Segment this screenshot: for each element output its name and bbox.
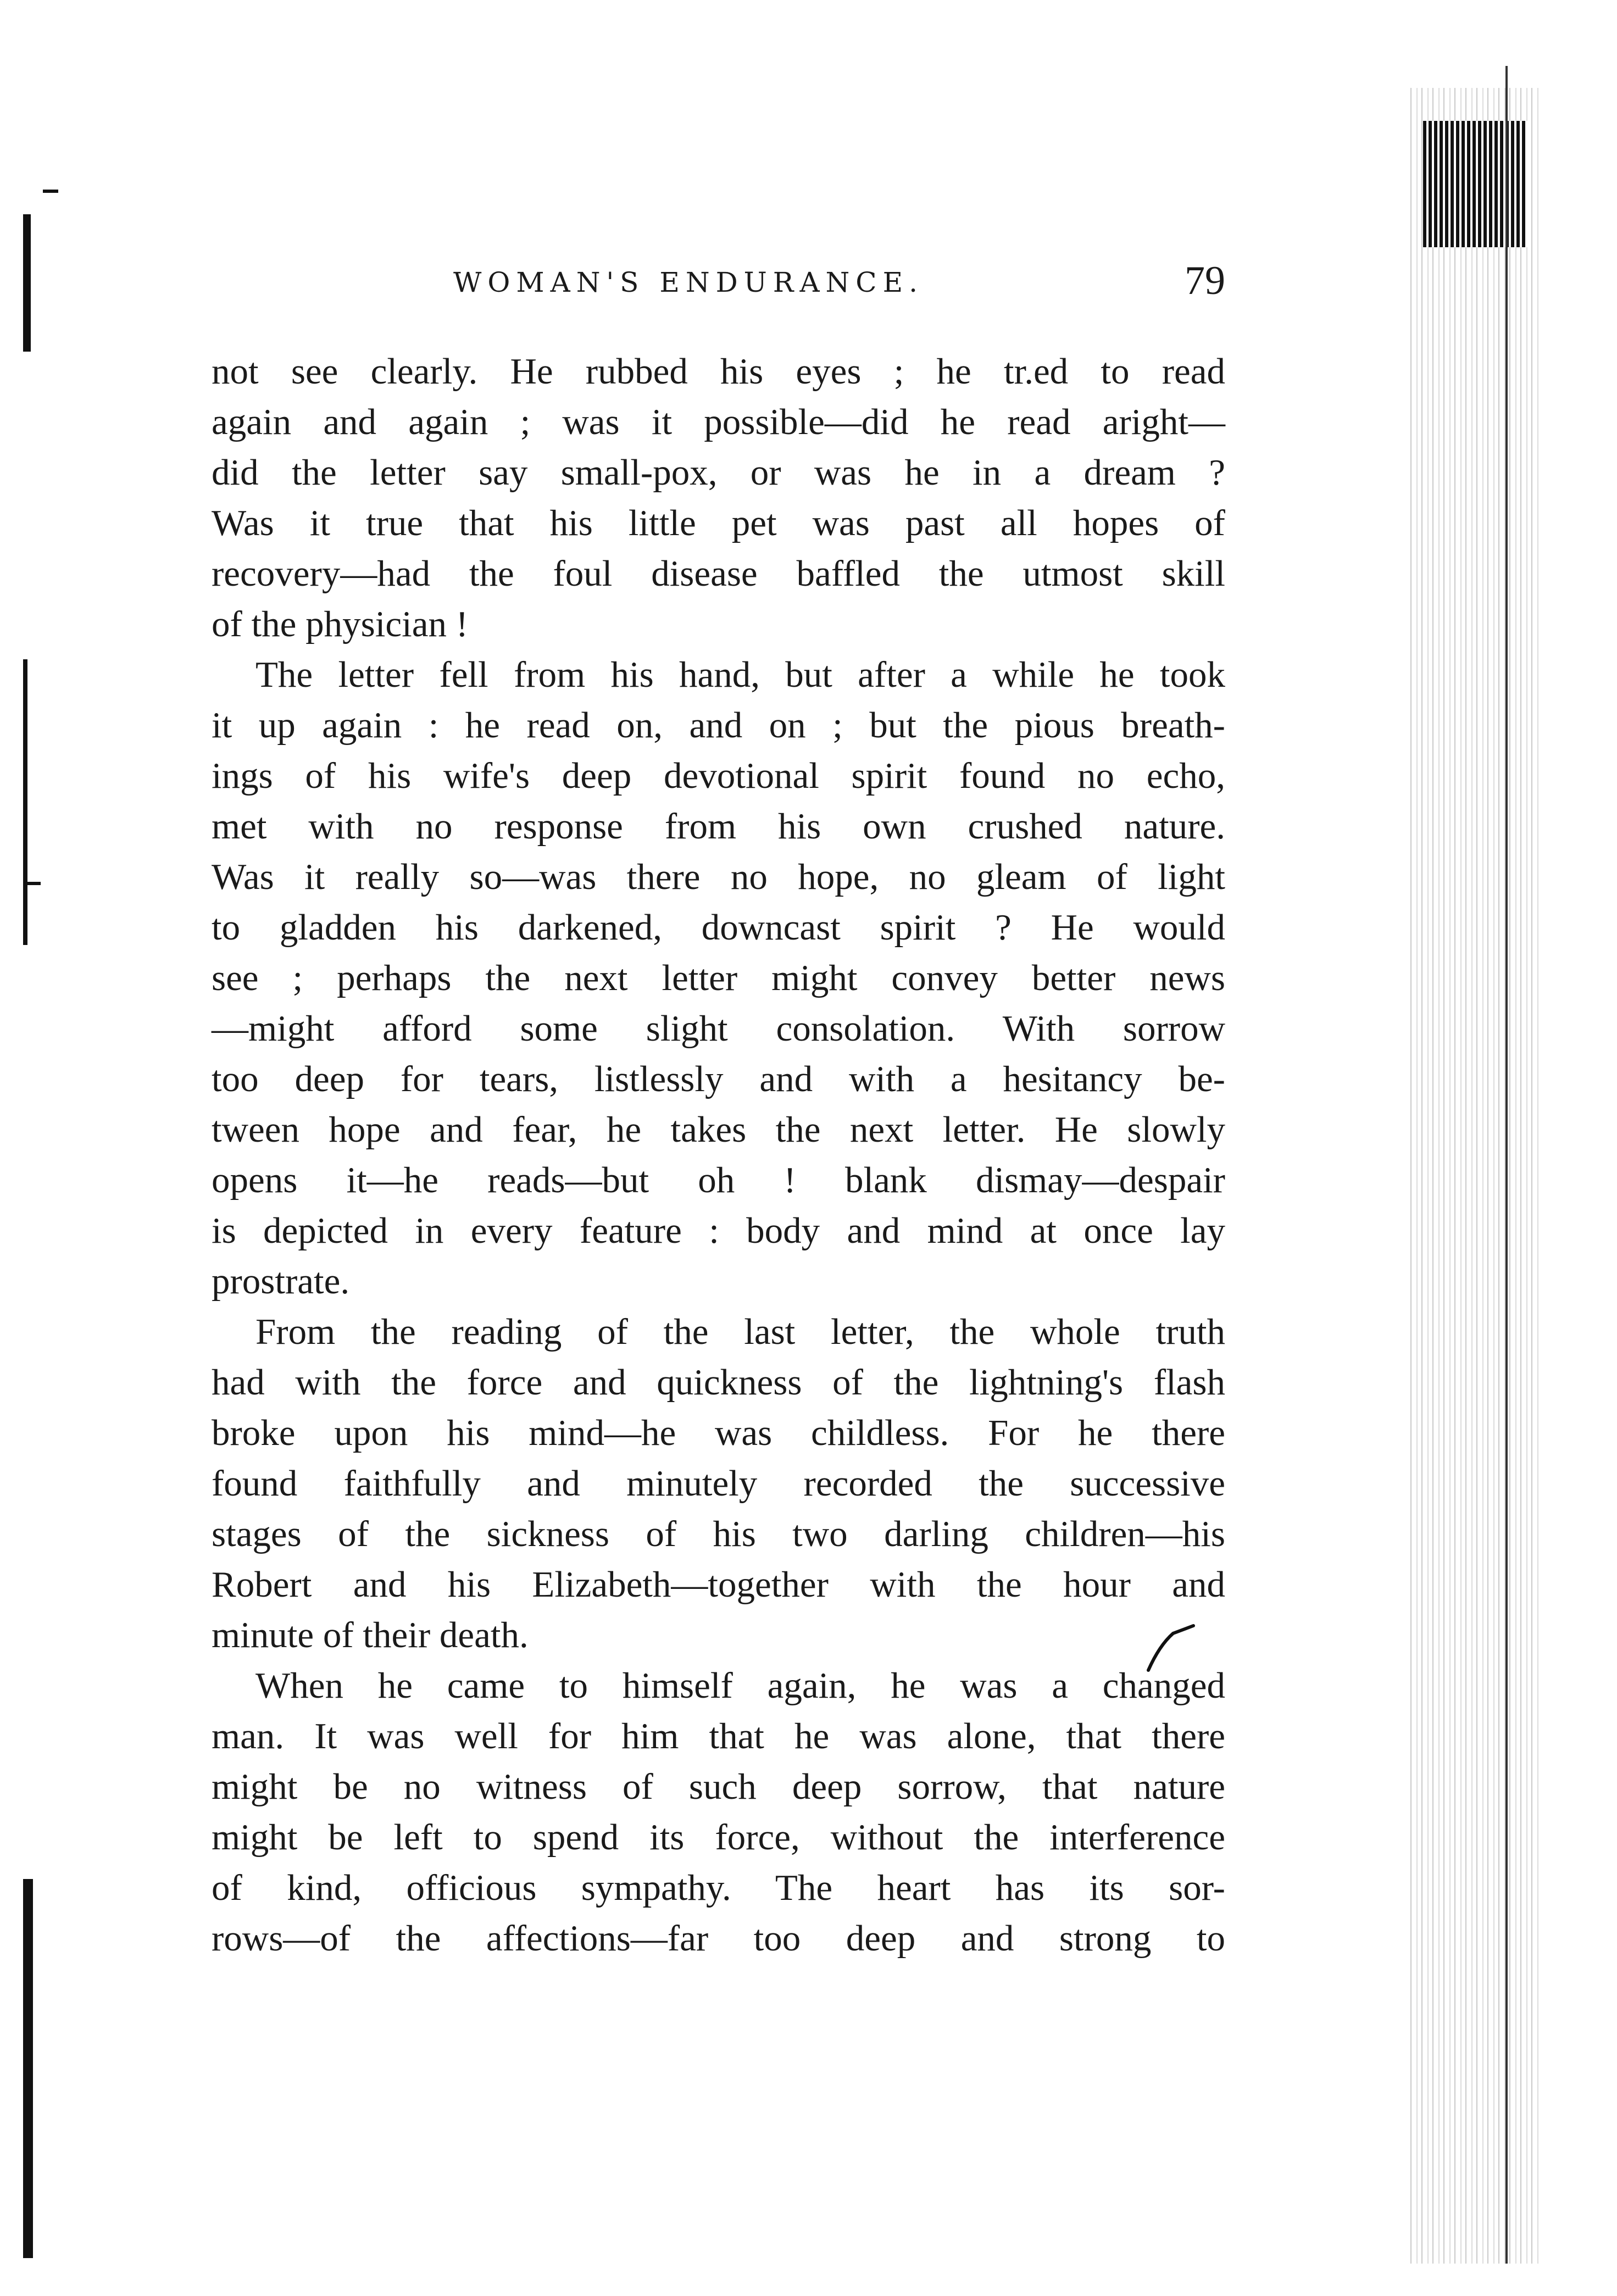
left-edge-mark: [23, 1879, 33, 2258]
text-line: of the physician !: [212, 604, 469, 644]
running-header: [212, 258, 1225, 321]
text-line: of kind, officious sympathy. The heart has its sor-: [212, 1867, 1225, 1908]
text-line: had with the force and quickness of the lightning's flash: [212, 1362, 1225, 1403]
binding-rule: [1505, 66, 1508, 2264]
text-line: to gladden his darkened, downcast spirit ? He would: [212, 907, 1225, 948]
binding-shadow: [1407, 88, 1538, 2264]
text-line: rows—of the affections—far too deep and strong to: [212, 1918, 1225, 1959]
running-title: WOMAN'S ENDURANCE.: [453, 266, 924, 298]
text-line: met with no response from his own crushed nature.: [212, 806, 1225, 847]
text-line: The letter fell from his hand, but after a while he took: [255, 654, 1225, 695]
text-line: again and again ; was it possible—did he read aright—: [212, 402, 1225, 442]
text-line: Was it true that his little pet was past all hopes of: [212, 503, 1225, 543]
text-line: might be no witness of such deep sorrow, that nature: [212, 1766, 1225, 1807]
text-line: found faithfully and minutely recorded the successive: [212, 1463, 1225, 1504]
text-line: Was it really so—was there no hope, no gleam of light: [212, 857, 1225, 897]
text-line: ings of his wife's deep devotional spirit found no echo,: [212, 755, 1225, 796]
text-line: man. It was well for him that he was alone, that there: [212, 1716, 1225, 1756]
text-line: tween hope and fear, he takes the next letter. He slowly: [212, 1109, 1225, 1150]
left-edge-mark: [23, 214, 31, 352]
text-line: When he came to himself again, he was a changed: [255, 1665, 1225, 1706]
page-number: 79: [1185, 258, 1225, 303]
left-edge-dash: [43, 190, 58, 193]
text-line: recovery—had the foul disease baffled the utmost skill: [212, 553, 1225, 594]
text-line: From the reading of the last letter, the whole truth: [255, 1311, 1225, 1352]
body-text: [212, 346, 1225, 1964]
text-line: not see clearly. He rubbed his eyes ; he tr.ed to read: [212, 351, 1225, 392]
text-line: Robert and his Elizabeth—together with the hour and: [212, 1564, 1225, 1605]
text-line: it up again : he read on, and on ; but the pious breath-: [212, 705, 1225, 746]
text-line: did the letter say small-pox, or was he in a dream ?: [212, 452, 1225, 493]
left-edge-mark: [23, 659, 27, 945]
text-line: is depicted in every feature : body and mind at once lay: [212, 1210, 1225, 1251]
text-line: prostrate.: [212, 1261, 350, 1302]
text-line: see ; perhaps the next letter might convey better news: [212, 958, 1225, 998]
text-line: opens it—he reads—but oh ! blank dismay—despair: [212, 1160, 1225, 1200]
text-line: stages of the sickness of his two darling children—his: [212, 1514, 1225, 1554]
text-line: broke upon his mind—he was childless. For he there: [212, 1413, 1225, 1453]
left-edge-dash: [26, 882, 41, 885]
text-line: might be left to spend its force, without the interference: [212, 1817, 1225, 1858]
binding-dark-patch: [1423, 121, 1527, 247]
text-line: minute of their death.: [212, 1615, 529, 1655]
text-line: —might afford some slight consolation. With sorrow: [212, 1008, 1225, 1049]
text-line: too deep for tears, listlessly and with a hesitancy be-: [212, 1059, 1225, 1099]
